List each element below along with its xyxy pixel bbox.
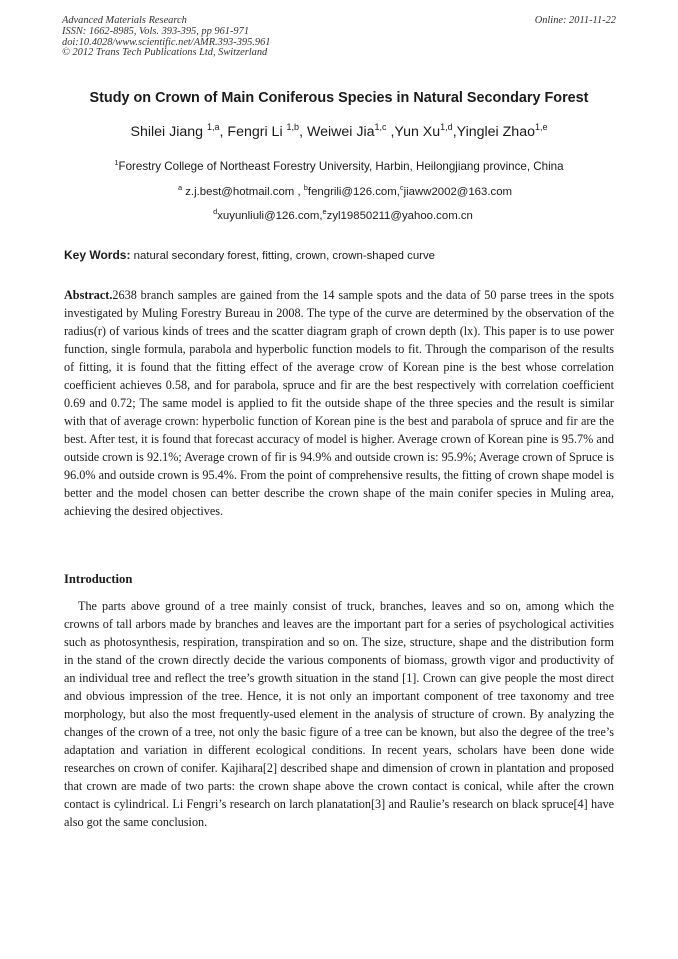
email-sup: a	[177, 183, 183, 192]
email-link[interactable]: xuyunliuli@126.com,	[217, 210, 323, 222]
affiliation	[0, 160, 678, 173]
copyright-line: © 2012 Trans Tech Publications Ltd, Switzerland	[62, 47, 268, 59]
abstract-label: Abstract.	[64, 288, 113, 302]
author-name: Weiwei Jia	[306, 124, 375, 140]
email-link[interactable]: fengrili@126.com,	[307, 186, 400, 198]
introduction-heading: Introduction	[64, 572, 133, 586]
paper-title: Study on Crown of Main Coniferous Species in Natural Secondary Forest	[89, 90, 589, 106]
affiliation-sup: 1	[114, 158, 119, 167]
author-separator: ,	[219, 124, 228, 140]
author-affil-sup: 1,a	[207, 122, 220, 132]
introduction-paragraph: The parts above ground of a tree mainly consist of truck, branches, leaves and so on, among which the crowns of tall arbors made by branches and leaves are the important part for a series of psychological activities such as photosynthesis, respiration, transpiration and so on. The size, structure, shape and the distribution form in the stand of the crown directly decide the various components of biomass, growth vigor and productivity of an individual tree and reflect the tree’s growth situation in the stand [1]. Crown can give people the most direct and obvious impression of the tree. Hence, it is not only an important component of tree taxonomy and tree morphology, but also the most frequently-used element in the analysis of structure of crown. By analyzing the changes of the crown of a tree, not only the basic figure of a tree can be known, but also the degree of the tree’s adaptation and variation in different ecological conditions. In recent years, scholars have been done wide researches on crown of conifer. Kajihara[2] described shape and dimension of crown in plantation and proposed that crown are made of two parts: the crown shape above the crown contact is conical, while after the crown contact is cylindrical. Li Fengri’s research on larch planatation[3] and Raulie’s research on black spruce[4] have also got the same conclusion.	[64, 599, 614, 829]
issn-line: ISSN: 1662-8985, Vols. 393-395, pp 961-971	[62, 25, 250, 37]
email-sup: d	[213, 207, 218, 216]
author-separator: ,	[452, 124, 457, 140]
author-name: Yun Xu	[394, 124, 441, 140]
author-affil-sup: 1,c	[374, 122, 387, 132]
keywords-label: Key Words:	[64, 248, 131, 262]
author-name: Shilei Jiang	[130, 124, 207, 140]
online-date: Online: 2011-11-22	[534, 15, 616, 26]
author-affil-sup: 1,d	[440, 122, 453, 132]
email-link[interactable]: zyl19850211@yahoo.com.cn	[326, 210, 473, 222]
keywords-text: natural secondary forest, fitting, crown, crown-shaped curve	[130, 250, 435, 262]
email-sup: e	[322, 207, 327, 216]
author-separator: ,	[386, 124, 395, 140]
journal-header	[62, 16, 616, 59]
abstract	[64, 286, 614, 520]
email-line-2	[4, 207, 678, 222]
keywords	[64, 248, 624, 262]
author-affil-sup: 1,e	[534, 122, 548, 132]
email-link[interactable]: jiaww2002@163.com	[403, 186, 513, 198]
journal-name: Advanced Materials Research	[62, 15, 187, 26]
email-sup: b	[303, 183, 308, 192]
email-sup: c	[399, 183, 404, 192]
author-list	[0, 124, 678, 140]
doi-line: doi:10.4028/www.scientific.net/AMR.393-395.961	[62, 36, 271, 48]
author-separator: ,	[299, 124, 307, 140]
affiliation-text: Forestry College of Northeast Forestry University, Harbin, Heilongjiang province, China	[118, 160, 564, 173]
author-name: Fengri Li	[227, 124, 287, 140]
author-name: Yinglei Zhao	[456, 124, 535, 140]
author-affil-sup: 1,b	[286, 122, 300, 132]
email-link[interactable]: z.j.best@hotmail.com ,	[182, 186, 304, 198]
abstract-text: 2638 branch samples are gained from the 14 sample spots and the data of 50 parse trees in the spots investigated by Muling Forestry Bureau in 2008. The type of the curve are determined by the observation of the radius(r) of various kinds of trees and the scatter diagram graph of crown depth (lx). This paper is to use power function, single formula, parabola and hyperbolic function models to fit. Through the comparison of the results of fitting, it is found that the fitting effect of the average crow of Korean pine is the best whose correlation coefficient achieves 0.58, and for parabola, spruce and fir are the best respectively with correlation coefficient 0.69 and 0.72; The same model is applied to fit the outside shape of the three species and the result is similar with that of average crown: hyperbolic function of Korean pine is the best and parabola of spruce and fir are the best. After test, it is found that forecast accuracy of model is higher. Average crown of Korean pine is 95.7% and outside crown is 92.1%; Average crown of fir is 94.9% and outside crown is: 95.9%; Average crown of Spruce is 96.0% and outside crown is 95.4%. From the point of comprehensive results, the fitting of crown shape model is better and the model chosen can better describe the crown shape of the main conifer species in Muling area, achieving the desired objectives.	[64, 288, 614, 518]
email-line-1	[6, 183, 678, 198]
